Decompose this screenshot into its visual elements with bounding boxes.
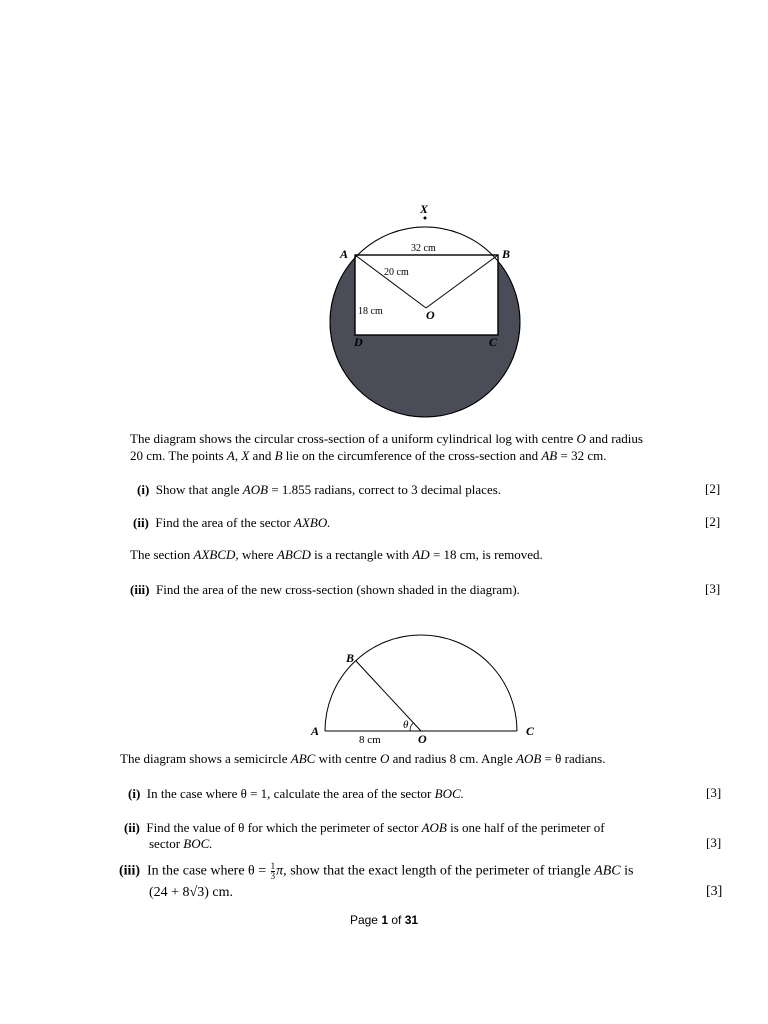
angle-theta-arc [410,723,413,731]
q1-intro-line-2: 20 cm. The points A, X and B lie on the circumference of the cross-section and AB = 32 cm. [130,448,607,463]
frac-num: 1 [270,861,276,871]
q1-part-i-marks: [2] [705,481,721,496]
label-c: C [489,335,498,349]
q2-part-ii-line-2: sector BOC. [149,836,213,851]
page-footer: Page 1 of 31 [349,913,419,927]
circle-log-diagram [320,195,530,435]
label-d: D [354,335,363,349]
label-x: X [420,202,429,216]
q2-part-ii-line-1: (ii) Find the value of θ for which the perimeter of sector AOB is one half of the perimeter of [124,820,605,835]
dim-ab: 32 cm [411,243,436,254]
label-c2: C [526,724,535,738]
q2-part-i: (i) In the case where θ = 1, calculate the area of the sector BOC. [128,786,464,801]
label-o2: O [418,732,427,746]
label-o: O [426,308,435,322]
q2-part-ii-marks: [3] [706,835,722,850]
dim-ad: 18 cm [358,306,383,317]
q2-part-iii-line-2: (24 + 8√3) cm. [149,885,234,900]
q2-part-iii-line-1: (iii) In the case where θ = $\frac{1}{3}$ π, show that the exact length of the perimeter of triangle ABC is [119,861,634,881]
semicircle-diagram [300,630,550,750]
label-b: B [502,247,511,261]
label-b2: B [346,651,355,665]
q2-intro: The diagram shows a semicircle ABC with centre O and radius 8 cm. Angle AOB = θ radians. [120,751,606,766]
semicircle-arc [325,635,517,731]
q2-part-iii-marks: [3] [706,884,723,899]
q2-part-i-marks: [3] [706,785,722,800]
q1-part-iii: (iii) Find the area of the new cross-section (shown shaded in the diagram). [130,582,520,597]
q1-part-ii: (ii) Find the area of the sector AXBO. [133,515,331,530]
label-a2: A [311,724,320,738]
radius-ob [356,661,421,731]
frac-den: 3 [270,871,276,881]
q1-intro-line-1: The diagram shows the circular cross-section of a uniform cylindrical log with centre O and radius [130,431,643,446]
q1-part-i: (i) Show that angle AOB = 1.855 radians, correct to 3 decimal places. [137,482,502,497]
q1-part-iii-marks: [3] [705,581,721,596]
removed-rectangle-abcd [355,255,498,335]
q1-section-text: The section AXBCD, where ABCD is a rectangle with AD = 18 cm, is removed. [130,547,543,562]
dim-ao: 20 cm [384,267,409,278]
dim-8cm: 8 cm [359,734,381,746]
q1-part-ii-marks: [2] [705,514,721,529]
label-a: A [340,247,349,261]
label-theta: θ [403,719,409,731]
